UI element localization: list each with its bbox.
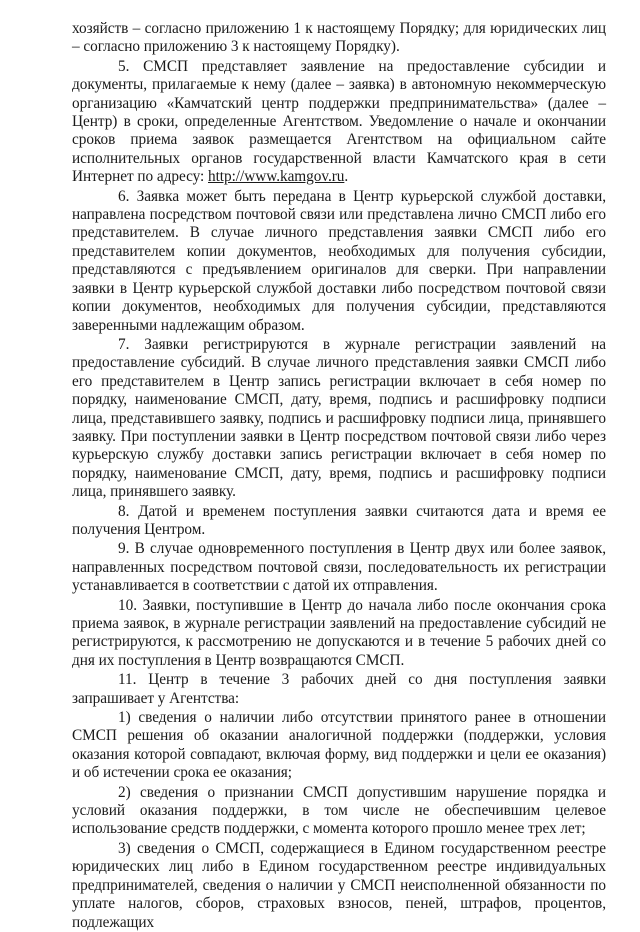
paragraph-continuation: хозяйств – согласно приложению 1 к настоящему Порядку; для юридических лиц – согласно приложению 3 к настоящему Порядку). bbox=[72, 20, 606, 56]
document-body bbox=[72, 20, 606, 932]
paragraph-8: 8. Датой и временем поступления заявки считаются дата и время ее получения Центром. bbox=[72, 502, 606, 538]
paragraph-7: 7. Заявки регистрируются в журнале регистрации заявлений на предоставление субсидий. В случае личного представления заявки СМСП либо его представителем в Центр запись регистрации включает в себя номер по порядку, наименование СМСП, дату, время, подпись и расшифровку подписи лица, представившего заявку, подпись и расшифровку подписи лица, принявшего заявку. При поступлении заявки в Центр посредством почтовой связи либо через курьерскую службу доставки запись регистрации включает в себя номер по порядку, наименование СМСП, дату, время, подпись и расшифровку подписи лица, принявшего заявку. bbox=[72, 335, 606, 501]
paragraph-11-item-2: 2) сведения о признании СМСП допустившим нарушение порядка и условий оказания поддержки, в том числе не обеспечившим целевое использование средств поддержки, с момента которого прошло менее трех лет; bbox=[72, 783, 606, 838]
paragraph-5-text: 5. СМСП представляет заявление на предоставление субсидии и документы, прилагаемые к нему (далее – заявка) в автономную некоммерческую организацию «Камчатский центр поддержки предпринимательства» (далее – Центр) в сроки, определенные Агентством. Уведомление о начале и окончании сроков приема заявок размещается Агентством на официальном сайте исполнительных органов государственной власти Камчатского края в сети Интернет по адресу: bbox=[72, 57, 606, 186]
paragraph-5 bbox=[72, 58, 606, 187]
paragraph-9: 9. В случае одновременного поступления в Центр двух или более заявок, направленных посредством почтовой связи, последовательность их регистрации устанавливается в соответствии с датой их отправления. bbox=[72, 540, 606, 595]
paragraph-11-item-1: 1) сведения о наличии либо отсутствии принятого ранее в отношении СМСП решения об оказании аналогичной поддержки (поддержки, условия оказания которой совпадают, включая форму, вид поддержки и цели ее оказания) и об истечении срока ее оказания; bbox=[72, 709, 606, 782]
paragraph-5-end: . bbox=[344, 168, 349, 186]
paragraph-11-item-3: 3) сведения о СМСП, содержащиеся в Едином государственном реестре юридических лиц либо в Едином государственном реестре индивидуальных предпринимателей, сведения о наличии у СМСП неисполненной обязанности по уплате налогов, сборов, страховых взносов, пеней, штрафов, процентов, подлежащих bbox=[72, 839, 606, 931]
paragraph-10: 10. Заявки, поступившие в Центр до начала либо после окончания срока приема заявок, в журнале регистрации заявлений на предоставление субсидий не регистрируются, к рассмотрению не допускаются и в течение 5 рабочих дней со дня их поступления в Центр возвращаются СМСП. bbox=[72, 596, 606, 669]
kamgov-link[interactable]: http://www.kamgov.ru bbox=[208, 168, 345, 186]
paragraph-11: 11. Центр в течение 3 рабочих дней со дня поступления заявки запрашивает у Агентства: bbox=[72, 671, 606, 707]
paragraph-6: 6. Заявка может быть передана в Центр курьерской службой доставки, направлена посредством почтовой связи или представлена лично СМСП либо его представителем. В случае личного представления заявки СМСП либо его представителем копии документов, необходимых для получения субсидии, представляются с предъявлением оригиналов для сверки. При направлении заявки в Центр курьерской службой доставки либо посредством почтовой связи копии документов, необходимых для получения субсидии, представляются заверенными надлежащим образом. bbox=[72, 187, 606, 334]
